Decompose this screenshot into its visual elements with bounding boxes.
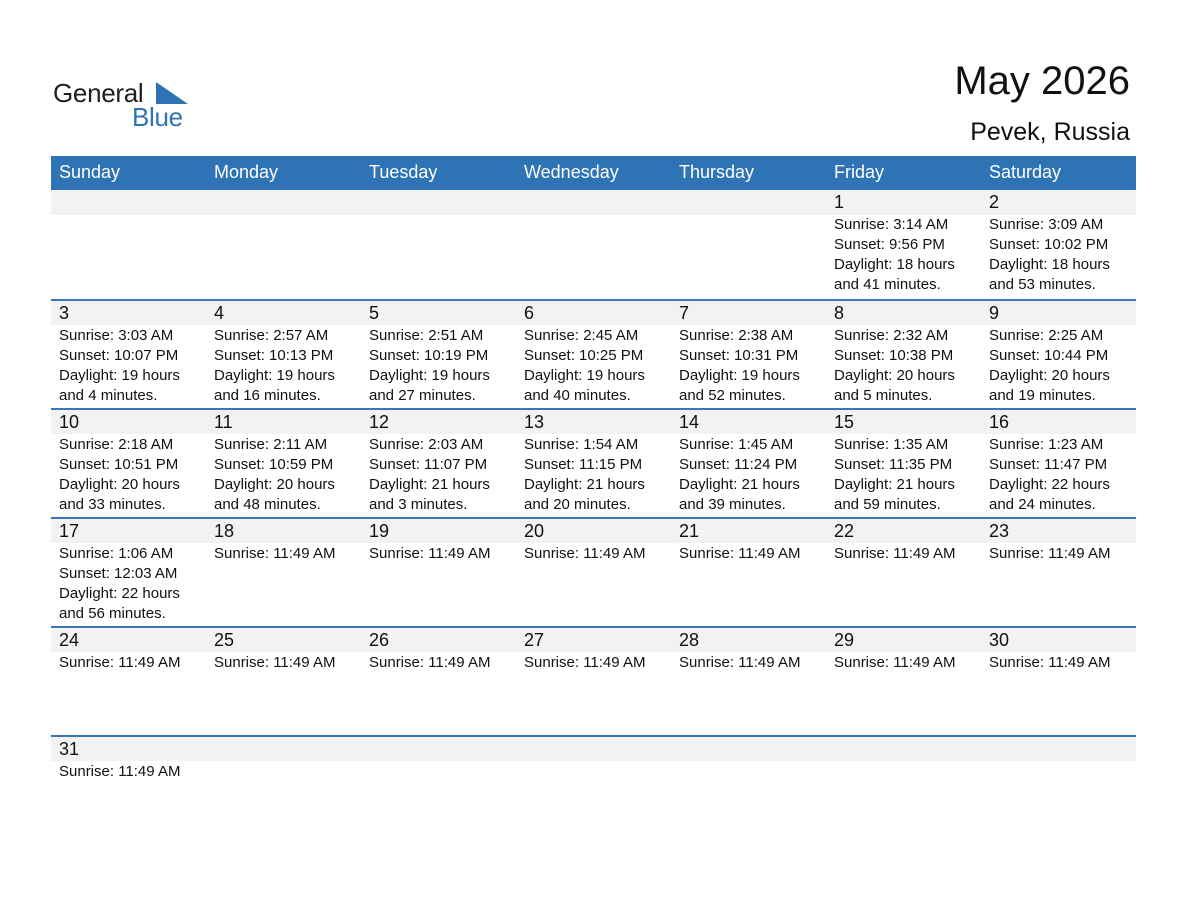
day-number: 8: [834, 303, 845, 323]
page-title: May 2026: [954, 59, 1130, 103]
logo-text-blue: Blue: [132, 102, 183, 132]
weekday-monday: Monday: [214, 162, 279, 182]
sun-info-line: Sunset: 12:03 AM: [59, 565, 178, 582]
sun-info-line: Sunset: 11:47 PM: [989, 456, 1108, 473]
weekday-wednesday: Wednesday: [524, 162, 619, 182]
day-cell: [981, 301, 1136, 408]
day-cell: [826, 628, 981, 735]
day-cell: [826, 519, 981, 626]
sun-info-line: Daylight: 19 hours: [679, 367, 800, 384]
day-cell: [361, 519, 516, 626]
sun-info-line: and 39 minutes.: [679, 496, 786, 513]
weekday-thursday: Thursday: [679, 162, 755, 182]
day-number: 3: [59, 303, 70, 323]
weekday-header-row: [51, 156, 1136, 190]
sun-info-line: Daylight: 21 hours: [524, 476, 645, 493]
day-number: 13: [524, 412, 545, 432]
day-number: 2: [989, 192, 1000, 212]
sun-info-line: Sunrise: 1:06 AM: [59, 545, 174, 562]
day-number: 19: [369, 521, 390, 541]
day-number: 16: [989, 412, 1010, 432]
day-cell: [981, 410, 1136, 517]
sun-info-line: Daylight: 21 hours: [834, 476, 955, 493]
day-number: [524, 190, 671, 215]
calendar-grid: [51, 156, 1136, 844]
day-number: 24: [59, 630, 80, 650]
day-number: 28: [679, 630, 700, 650]
sun-info-line: and 24 minutes.: [989, 496, 1096, 513]
sun-info-line: Daylight: 20 hours: [214, 476, 335, 493]
day-number: 29: [834, 630, 855, 650]
week-row: [51, 626, 1136, 735]
day-cell: [206, 628, 361, 735]
day-cell: [516, 628, 671, 735]
sun-info-line: and 16 minutes.: [214, 387, 321, 404]
day-number: 1: [834, 192, 845, 212]
day-number: [59, 190, 206, 215]
day-cell: [671, 519, 826, 626]
sun-info-line: Sunrise: 2:45 AM: [524, 327, 639, 344]
sun-info-line: Sunrise: 2:03 AM: [369, 436, 484, 453]
day-cell: [361, 410, 516, 517]
sun-info-line: Daylight: 19 hours: [369, 367, 490, 384]
day-cell: [826, 301, 981, 408]
day-cell: [826, 410, 981, 517]
day-cell: [516, 519, 671, 626]
weekday-sunday: Sunday: [59, 162, 121, 182]
week-row: [51, 517, 1136, 626]
logo-text-general: General: [53, 78, 144, 108]
sun-info-line: Sunrise: 2:11 AM: [214, 436, 328, 453]
day-cell: [206, 301, 361, 408]
sun-info-line: Sunrise: 3:03 AM: [59, 327, 174, 344]
day-cell: [981, 190, 1136, 299]
sun-info-line: and 52 minutes.: [679, 387, 786, 404]
sun-info-line: Sunset: 10:02 PM: [989, 236, 1109, 253]
day-number: [524, 737, 671, 762]
sun-info-line: Sunset: 10:13 PM: [214, 347, 334, 364]
day-cell: [51, 519, 206, 626]
sun-info-line: and 4 minutes.: [59, 387, 158, 404]
sun-info-line: and 5 minutes.: [834, 387, 933, 404]
sun-info-line: and 53 minutes.: [989, 276, 1096, 293]
day-number: [989, 737, 1136, 762]
sun-info-line: Daylight: 18 hours: [834, 256, 955, 273]
sun-info-line: and 41 minutes.: [834, 276, 941, 293]
week-row: [51, 408, 1136, 517]
sun-info-line: Sunset: 11:24 PM: [679, 456, 798, 473]
day-number: 14: [679, 412, 700, 432]
day-number: 10: [59, 412, 80, 432]
logo-triangle-icon: [156, 82, 188, 104]
weekday-tuesday: Tuesday: [369, 162, 438, 182]
sun-info-line: Sunset: 10:38 PM: [834, 347, 954, 364]
day-cell: [981, 737, 1136, 844]
sun-info-line: Sunset: 9:56 PM: [834, 236, 945, 253]
sun-info-line: Sunrise: 11:49 AM: [679, 545, 801, 562]
sun-info-line: Sunrise: 11:49 AM: [214, 545, 336, 562]
sun-info-line: Sunset: 11:15 PM: [524, 456, 643, 473]
day-cell: [671, 301, 826, 408]
day-number: 11: [214, 412, 233, 432]
sun-info-line: Sunset: 10:44 PM: [989, 347, 1109, 364]
week-row: [51, 735, 1136, 844]
day-cell: [516, 410, 671, 517]
sun-info-line: Daylight: 18 hours: [989, 256, 1110, 273]
sun-info-line: Sunrise: 11:49 AM: [59, 763, 181, 780]
day-cell: [516, 737, 671, 844]
sun-info-line: Daylight: 19 hours: [59, 367, 180, 384]
day-cell: [361, 628, 516, 735]
sun-info-line: Sunset: 11:35 PM: [834, 456, 953, 473]
day-cell: [51, 410, 206, 517]
day-cell: [51, 737, 206, 844]
day-number: [679, 737, 826, 762]
day-number: [369, 190, 516, 215]
day-number: 22: [834, 521, 855, 541]
day-number: 5: [369, 303, 380, 323]
sun-info-line: Sunrise: 11:49 AM: [834, 545, 956, 562]
day-cell: [671, 628, 826, 735]
day-number: 6: [524, 303, 535, 323]
sun-info-line: Sunrise: 1:35 AM: [834, 436, 949, 453]
sun-info-line: Sunrise: 2:32 AM: [834, 327, 949, 344]
day-number: 25: [214, 630, 235, 650]
day-cell: [51, 301, 206, 408]
sun-info-line: Sunrise: 2:18 AM: [59, 436, 174, 453]
day-number: 15: [834, 412, 855, 432]
sun-info-line: and 48 minutes.: [214, 496, 321, 513]
sun-info-line: Sunrise: 11:49 AM: [989, 654, 1111, 671]
sun-info-line: Daylight: 20 hours: [834, 367, 955, 384]
day-cell: [51, 190, 206, 299]
brand-logo: [53, 76, 193, 132]
sun-info-line: Sunset: 10:07 PM: [59, 347, 179, 364]
sun-info-line: Sunset: 10:19 PM: [369, 347, 489, 364]
day-number: 17: [59, 521, 80, 541]
sun-info-line: Daylight: 22 hours: [989, 476, 1110, 493]
day-number: 20: [524, 521, 545, 541]
day-number: [214, 190, 361, 215]
sun-info-line: Sunset: 10:59 PM: [214, 456, 334, 473]
sun-info-line: Sunset: 10:25 PM: [524, 347, 644, 364]
sun-info-line: and 33 minutes.: [59, 496, 166, 513]
day-cell: [206, 519, 361, 626]
sun-info-line: Sunrise: 1:45 AM: [679, 436, 794, 453]
sun-info-line: Daylight: 20 hours: [989, 367, 1110, 384]
day-cell: [361, 190, 516, 299]
sun-info-line: Sunrise: 2:38 AM: [679, 327, 794, 344]
sun-info-line: Sunrise: 11:49 AM: [989, 545, 1111, 562]
day-number: 7: [679, 303, 690, 323]
day-number: 21: [679, 521, 700, 541]
sun-info-line: Sunset: 11:07 PM: [369, 456, 488, 473]
sun-info-line: Sunrise: 2:51 AM: [369, 327, 484, 344]
day-cell: [206, 410, 361, 517]
day-cell: [361, 737, 516, 844]
sun-info-line: and 3 minutes.: [369, 496, 468, 513]
sun-info-line: Sunrise: 1:54 AM: [524, 436, 639, 453]
sun-info-line: Sunrise: 2:57 AM: [214, 327, 329, 344]
sun-info-line: Sunrise: 3:09 AM: [989, 216, 1104, 233]
day-number: 31: [59, 739, 80, 759]
day-cell: [516, 301, 671, 408]
sun-info-line: Sunrise: 1:23 AM: [989, 436, 1104, 453]
day-cell: [671, 737, 826, 844]
sun-info-line: Sunrise: 2:25 AM: [989, 327, 1104, 344]
day-cell: [981, 519, 1136, 626]
day-cell: [671, 190, 826, 299]
day-cell: [981, 628, 1136, 735]
sun-info-line: Sunset: 10:51 PM: [59, 456, 179, 473]
sun-info-line: Daylight: 21 hours: [369, 476, 490, 493]
sun-info-line: Sunrise: 11:49 AM: [214, 654, 336, 671]
day-cell: [206, 737, 361, 844]
sun-info-line: Sunrise: 11:49 AM: [679, 654, 801, 671]
location-subtitle: Pevek, Russia: [970, 118, 1130, 146]
sun-info-line: and 27 minutes.: [369, 387, 476, 404]
sun-info-line: and 19 minutes.: [989, 387, 1096, 404]
sun-info-line: and 40 minutes.: [524, 387, 631, 404]
sun-info-line: Daylight: 20 hours: [59, 476, 180, 493]
sun-info-line: Sunrise: 11:49 AM: [59, 654, 181, 671]
day-cell: [671, 410, 826, 517]
sun-info-line: and 20 minutes.: [524, 496, 631, 513]
day-number: 4: [214, 303, 225, 323]
sun-info-line: Daylight: 19 hours: [524, 367, 645, 384]
weekday-saturday: Saturday: [989, 162, 1062, 182]
sun-info-line: Sunrise: 11:49 AM: [369, 545, 491, 562]
sun-info-line: and 59 minutes.: [834, 496, 941, 513]
day-cell: [206, 190, 361, 299]
day-cell: [826, 737, 981, 844]
sun-info-line: Sunrise: 11:49 AM: [369, 654, 491, 671]
day-number: [834, 737, 981, 762]
day-number: 9: [989, 303, 1000, 323]
sun-info-line: Daylight: 19 hours: [214, 367, 335, 384]
weekday-friday: Friday: [834, 162, 885, 182]
day-number: [214, 737, 361, 762]
week-row: [51, 299, 1136, 408]
sun-info-line: Daylight: 22 hours: [59, 585, 180, 602]
sun-info-line: and 56 minutes.: [59, 605, 166, 622]
sun-info-line: Daylight: 21 hours: [679, 476, 800, 493]
day-number: 26: [369, 630, 390, 650]
day-number: 30: [989, 630, 1010, 650]
calendar-weeks: [51, 190, 1136, 844]
sun-info-line: Sunrise: 11:49 AM: [524, 545, 646, 562]
sun-info-line: Sunset: 10:31 PM: [679, 347, 799, 364]
sun-info-line: Sunrise: 11:49 AM: [834, 654, 956, 671]
day-cell: [826, 190, 981, 299]
week-row: [51, 190, 1136, 299]
day-cell: [51, 628, 206, 735]
day-cell: [361, 301, 516, 408]
day-number: 23: [989, 521, 1010, 541]
day-cell: [516, 190, 671, 299]
day-number: [369, 737, 516, 762]
day-number: [679, 190, 826, 215]
day-number: 27: [524, 630, 545, 650]
day-number: 12: [369, 412, 390, 432]
sun-info-line: Sunrise: 11:49 AM: [524, 654, 646, 671]
day-number: 18: [214, 521, 235, 541]
sun-info-line: Sunrise: 3:14 AM: [834, 216, 949, 233]
